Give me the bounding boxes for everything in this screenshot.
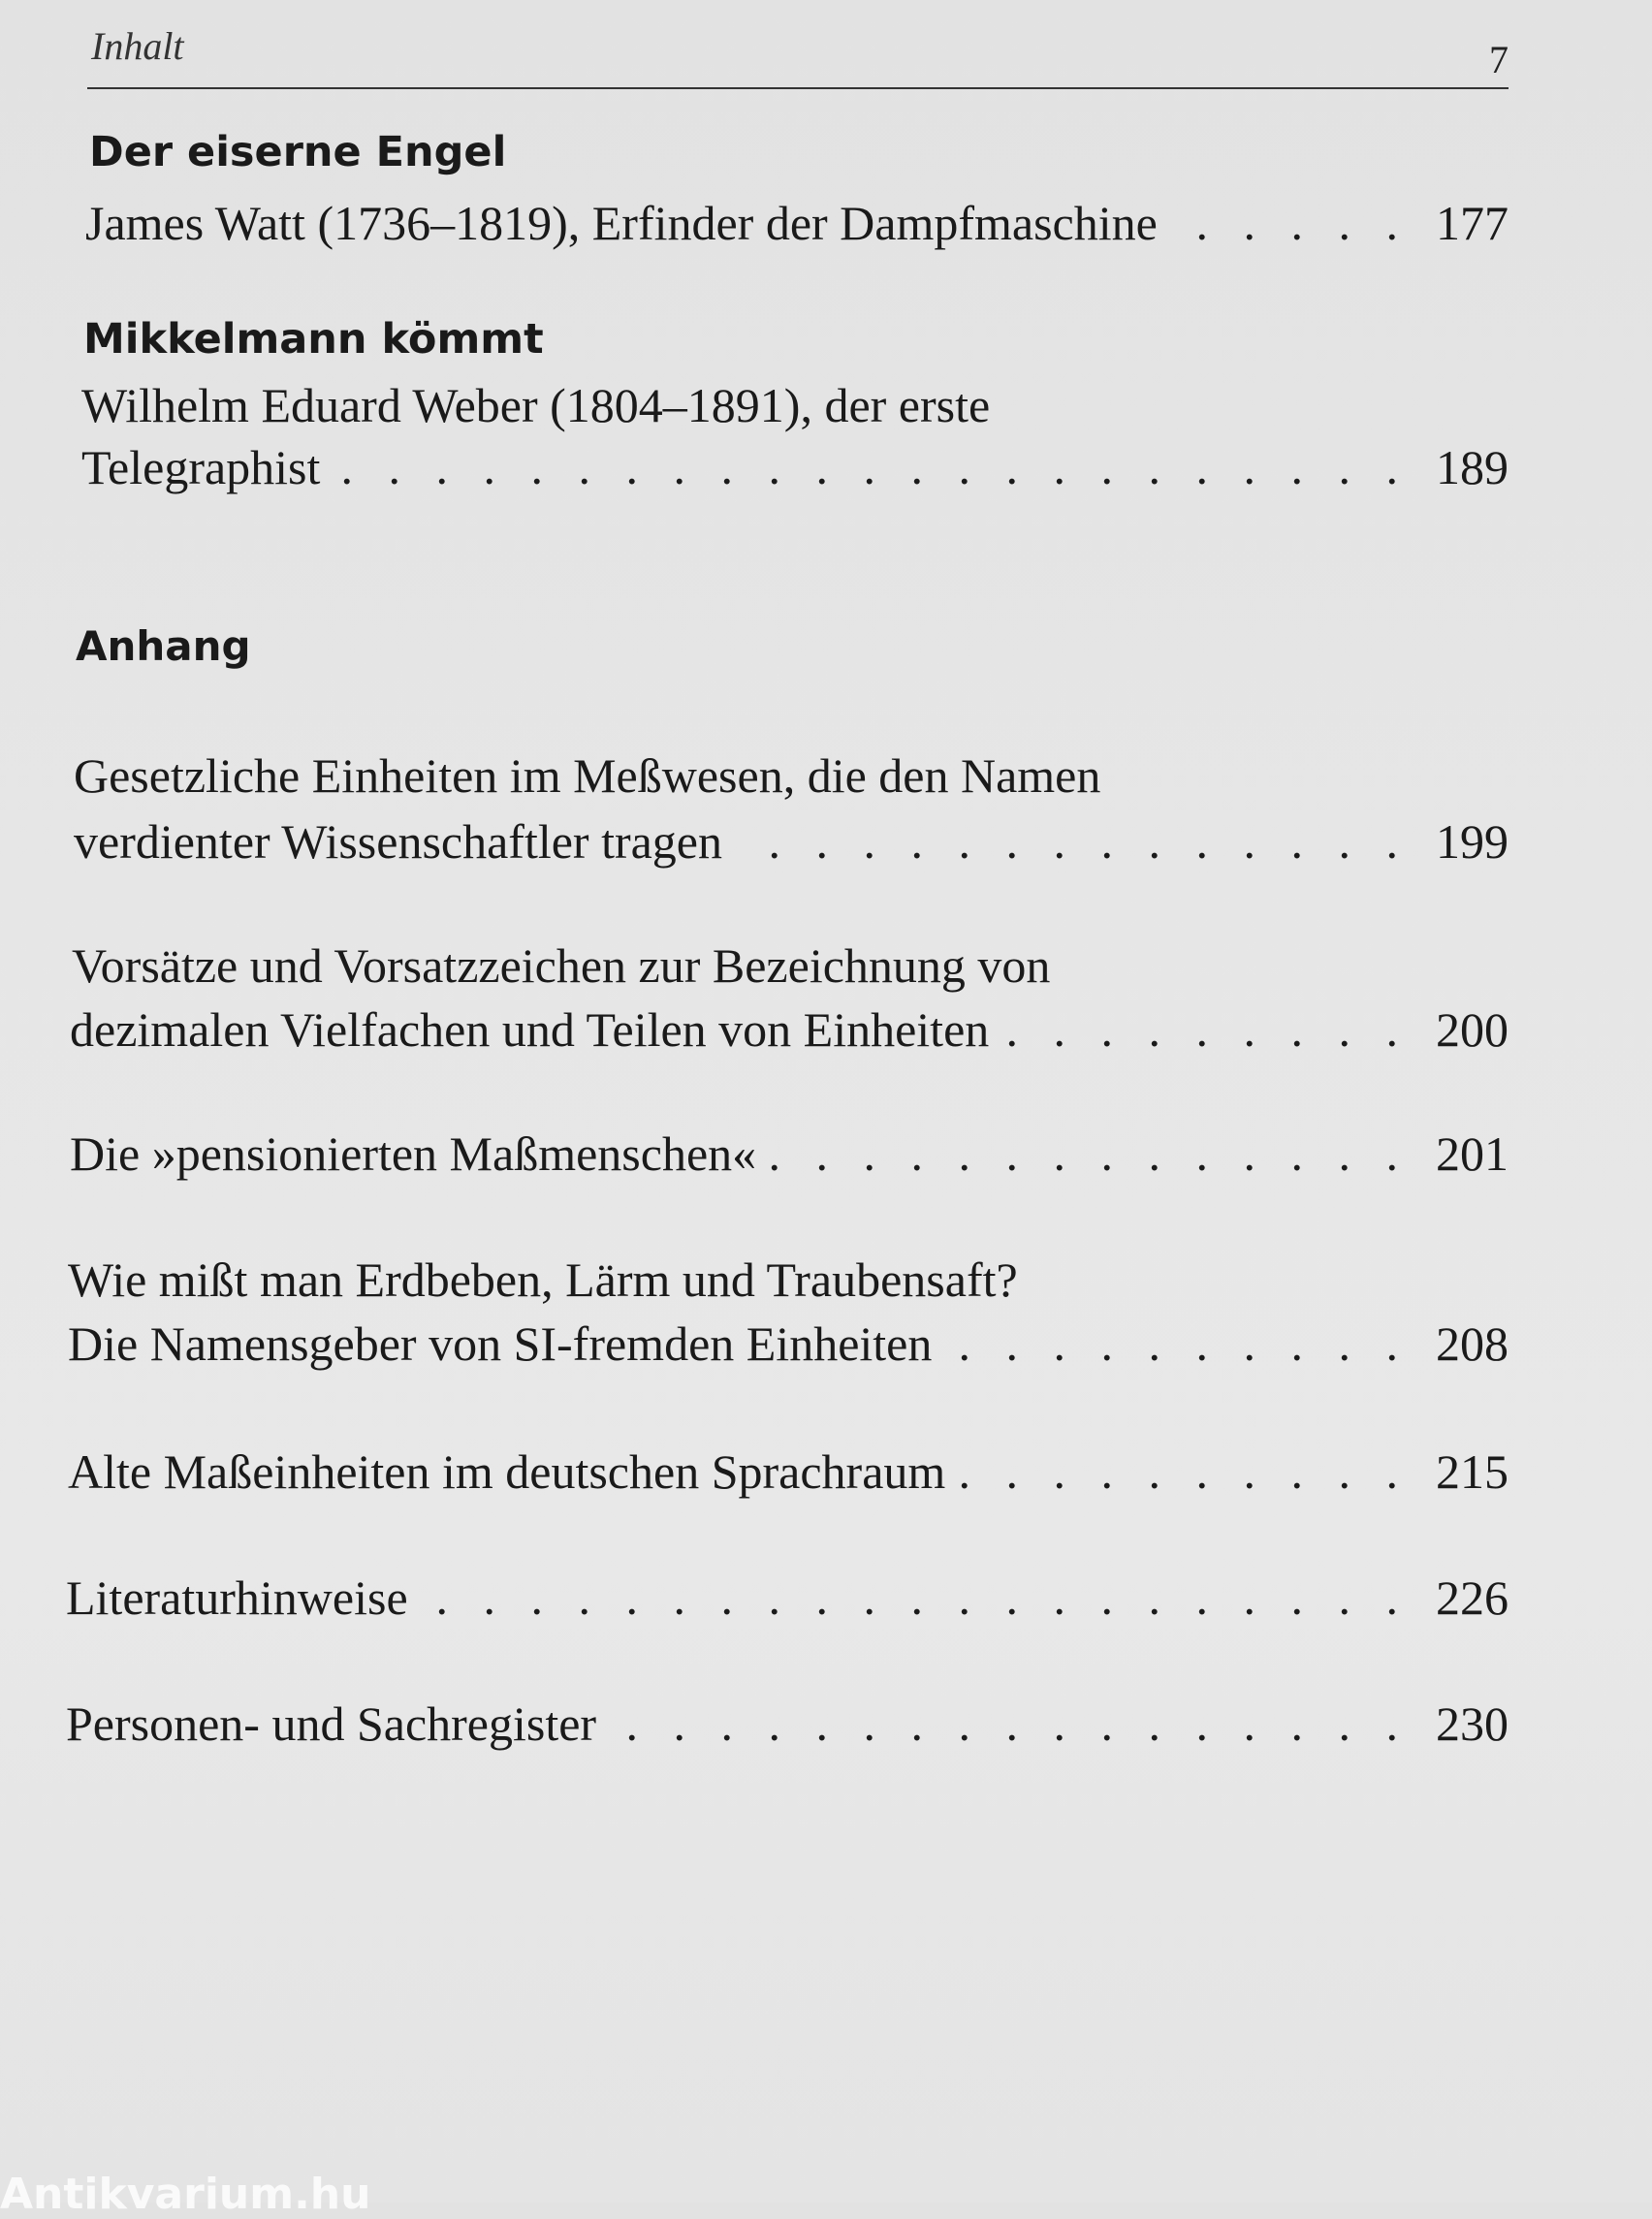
- toc-page-number: 230: [1436, 1696, 1509, 1751]
- dot-leader: [959, 1442, 1410, 1501]
- toc-entry-text: Die »pensionierten Maßmenschen«: [70, 1126, 757, 1181]
- toc-entry-text: Personen- und Sachregister: [66, 1696, 597, 1751]
- page-number: 7: [1489, 38, 1509, 81]
- toc-entry[interactable]: [74, 812, 1509, 871]
- toc-entry[interactable]: [66, 1695, 1509, 1753]
- running-header: [87, 19, 1509, 89]
- dot-leader: [610, 1695, 1410, 1753]
- dot-leader: [334, 438, 1410, 496]
- toc-entry[interactable]: [70, 1000, 1509, 1059]
- dot-leader: [422, 1569, 1410, 1627]
- toc-entry-text: Die Namensgeber von SI-fremden Einheiten: [68, 1316, 933, 1371]
- chapter-heading: Der eiserne Engel: [89, 128, 507, 176]
- toc-entry-text: Gesetzliche Einheiten im Meßwesen, die den Namen: [74, 748, 1101, 803]
- toc-entry[interactable]: [68, 1315, 1509, 1373]
- toc-entry-text: Wilhelm Eduard Weber (1804–1891), der erste: [81, 378, 991, 432]
- toc-page-number: 208: [1436, 1316, 1509, 1371]
- toc-entry-text: Alte Maßeinheiten im deutschen Sprachraum: [68, 1444, 946, 1499]
- toc-entry-text: James Watt (1736–1819), Erfinder der Dampfmaschine: [85, 196, 1158, 250]
- toc-entry-text: Telegraphist: [81, 440, 321, 494]
- toc-entry[interactable]: [81, 438, 1509, 496]
- watermark-logo: Antikvarium.hu: [0, 2170, 371, 2219]
- toc-entry[interactable]: [70, 1125, 1509, 1183]
- dot-leader: [1002, 1000, 1410, 1059]
- toc-page-number: 189: [1436, 440, 1509, 494]
- dot-leader: [736, 812, 1410, 871]
- toc-entry[interactable]: [68, 1442, 1509, 1501]
- toc-entry-text: Vorsätze und Vorsatzzeichen zur Bezeichnung von: [72, 938, 1051, 993]
- toc-page-number: 215: [1436, 1444, 1509, 1499]
- toc-entry[interactable]: [66, 1569, 1509, 1627]
- dot-leader: [770, 1125, 1410, 1183]
- toc-page-number: 177: [1436, 196, 1509, 250]
- toc-entry[interactable]: [85, 194, 1509, 252]
- toc-entry-text: dezimalen Vielfachen und Teilen von Einheiten: [70, 1002, 990, 1057]
- toc-page-number: 201: [1436, 1126, 1509, 1181]
- toc-page-number: 226: [1436, 1570, 1509, 1625]
- dot-leader: [945, 1315, 1410, 1373]
- section-heading-appendix: Anhang: [76, 622, 251, 670]
- toc-page-number: 200: [1436, 1002, 1509, 1057]
- toc-entry-text: Wie mißt man Erdbeben, Lärm und Traubensaft?: [68, 1252, 1018, 1307]
- running-header-title: Inhalt: [91, 24, 184, 68]
- toc-page-number: 199: [1436, 814, 1509, 869]
- chapter-heading: Mikkelmann kömmt: [83, 315, 544, 364]
- toc-entry-text: verdienter Wissenschaftler tragen: [74, 814, 722, 869]
- dot-leader: [1171, 194, 1410, 252]
- toc-entry-text: Literaturhinweise: [66, 1570, 408, 1625]
